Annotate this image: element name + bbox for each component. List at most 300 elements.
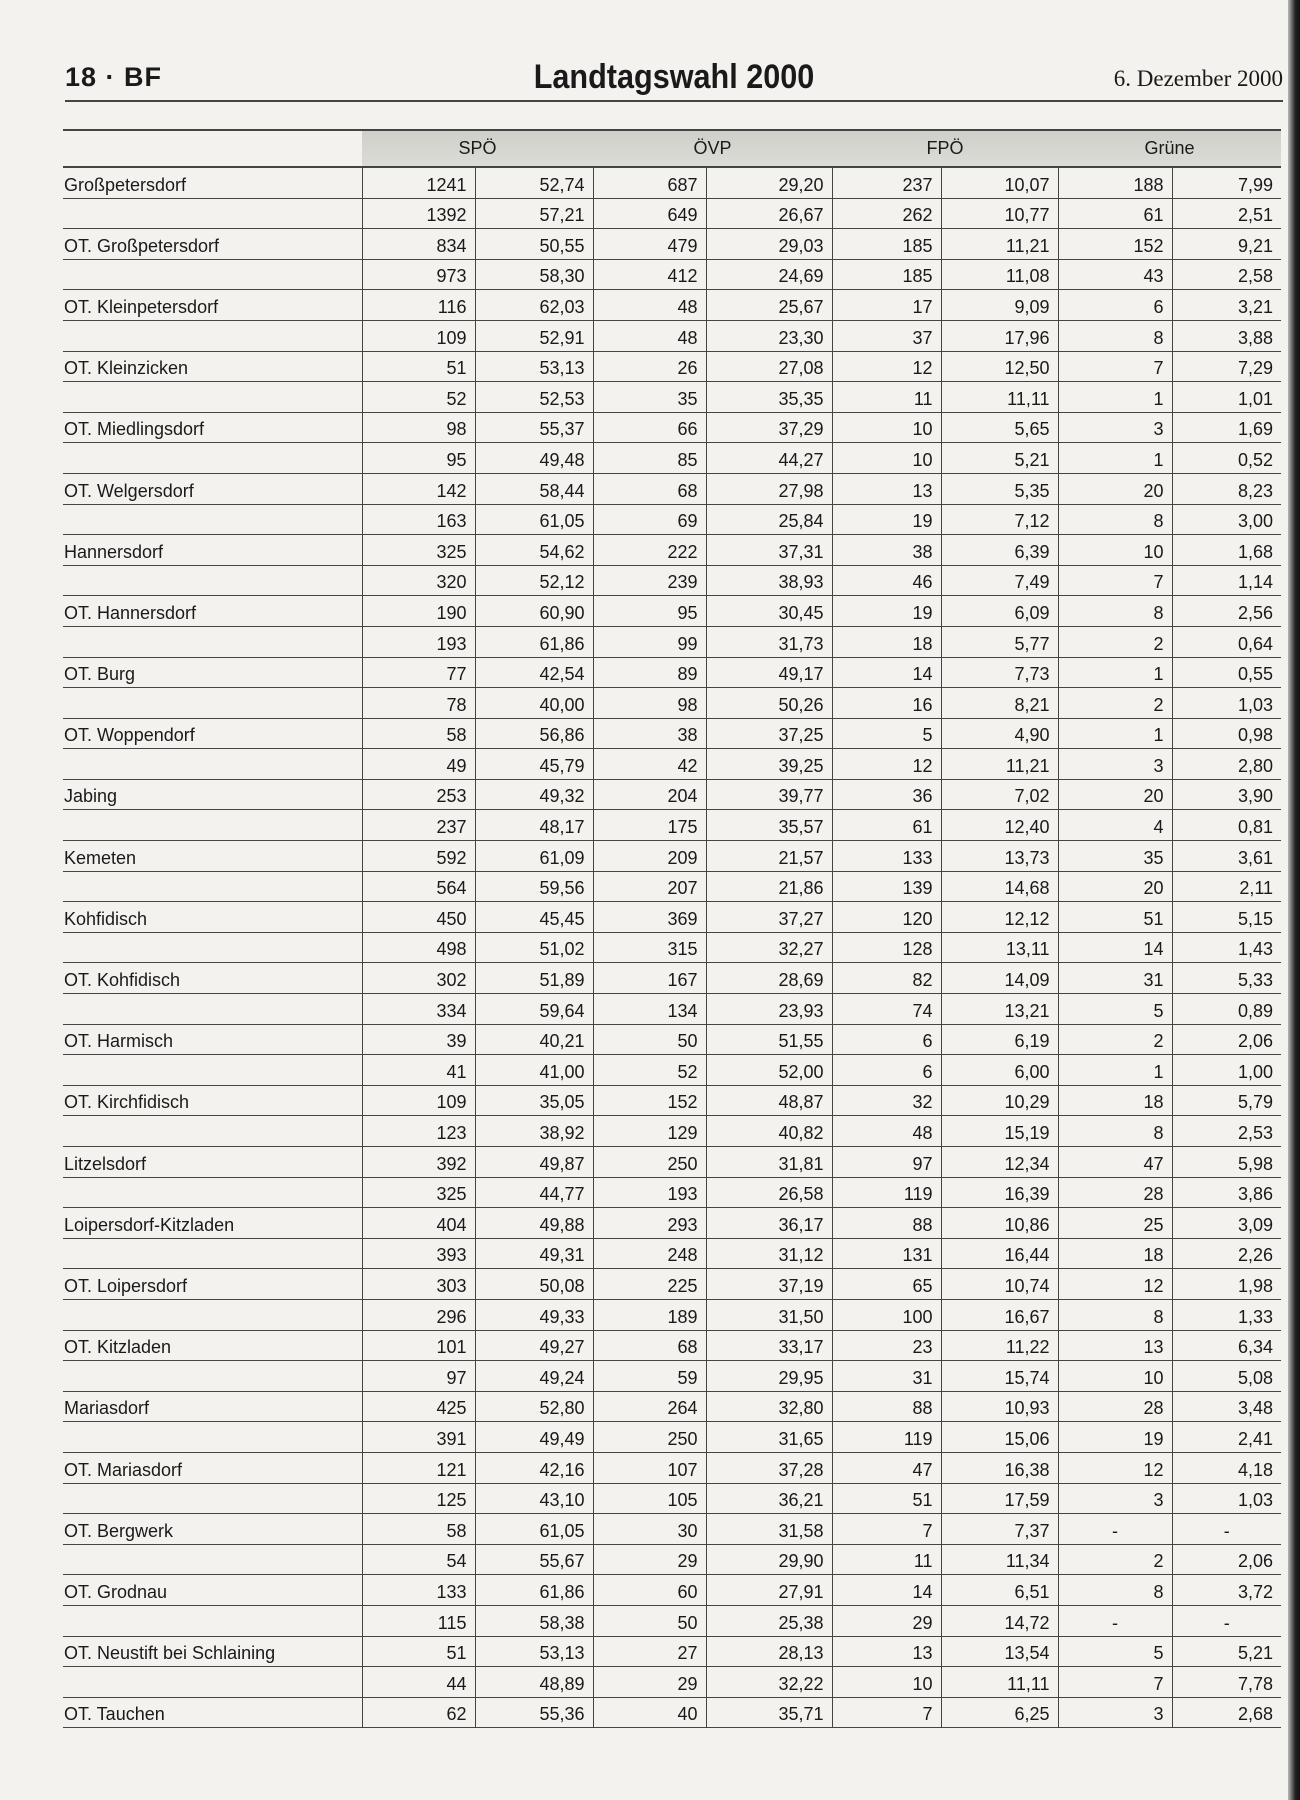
table-row: [63, 1391, 1281, 1422]
cell-gruene-percent: 2,06: [1172, 1544, 1281, 1575]
cell-fpoe-votes: 6: [832, 1024, 941, 1055]
cell-oevp-votes: 29: [593, 1667, 706, 1698]
cell-fpoe-percent: 16,67: [941, 1299, 1058, 1330]
cell-gruene-votes: 2: [1058, 688, 1172, 719]
table-row: [63, 1238, 1281, 1269]
page-header: [65, 58, 1283, 100]
cell-oevp-percent: 35,71: [706, 1697, 832, 1728]
cell-gruene-votes: 51: [1058, 902, 1172, 933]
cell-spoe-percent: 49,49: [475, 1422, 593, 1453]
cell-municipality: [63, 1422, 362, 1453]
cell-municipality: [63, 1667, 362, 1698]
cell-gruene-votes: 1: [1058, 443, 1172, 474]
cell-gruene-votes: 188: [1058, 167, 1172, 198]
cell-oevp-percent: 29,95: [706, 1361, 832, 1392]
cell-gruene-votes: 7: [1058, 351, 1172, 382]
cell-municipality: [63, 1605, 362, 1636]
cell-fpoe-votes: 31: [832, 1361, 941, 1392]
cell-fpoe-votes: 13: [832, 1636, 941, 1667]
cell-gruene-percent: 5,98: [1172, 1147, 1281, 1178]
cell-gruene-percent: 0,81: [1172, 810, 1281, 841]
cell-spoe-votes: 98: [362, 412, 475, 443]
cell-oevp-votes: 68: [593, 473, 706, 504]
table-row: [63, 1330, 1281, 1361]
cell-oevp-votes: 204: [593, 779, 706, 810]
cell-spoe-votes: 592: [362, 841, 475, 872]
cell-spoe-votes: 133: [362, 1575, 475, 1606]
cell-gruene-percent: 3,90: [1172, 779, 1281, 810]
cell-spoe-votes: 303: [362, 1269, 475, 1300]
cell-oevp-votes: 38: [593, 718, 706, 749]
cell-spoe-votes: 392: [362, 1147, 475, 1178]
cell-oevp-percent: 25,38: [706, 1605, 832, 1636]
cell-municipality: [63, 565, 362, 596]
cell-oevp-percent: 29,03: [706, 229, 832, 260]
cell-spoe-votes: 325: [362, 1177, 475, 1208]
cell-gruene-votes: 35: [1058, 841, 1172, 872]
cell-spoe-votes: 109: [362, 1085, 475, 1116]
cell-spoe-votes: 52: [362, 382, 475, 413]
cell-fpoe-votes: 46: [832, 565, 941, 596]
cell-fpoe-percent: 12,12: [941, 902, 1058, 933]
cell-spoe-percent: 59,56: [475, 871, 593, 902]
cell-fpoe-percent: 10,77: [941, 198, 1058, 229]
cell-fpoe-votes: 61: [832, 810, 941, 841]
cell-gruene-percent: 7,99: [1172, 167, 1281, 198]
cell-gruene-percent: 0,89: [1172, 994, 1281, 1025]
cell-fpoe-percent: 7,12: [941, 504, 1058, 535]
cell-fpoe-votes: 29: [832, 1605, 941, 1636]
cell-oevp-percent: 29,20: [706, 167, 832, 198]
party-header-spoe: SPÖ: [362, 130, 593, 167]
cell-municipality: Mariasdorf: [63, 1391, 362, 1422]
cell-spoe-percent: 61,86: [475, 626, 593, 657]
cell-municipality: Loipersdorf-Kitzladen: [63, 1208, 362, 1239]
cell-oevp-votes: 66: [593, 412, 706, 443]
cell-gruene-percent: 7,29: [1172, 351, 1281, 382]
cell-municipality: OT. Kohfidisch: [63, 963, 362, 994]
cell-oevp-percent: 32,80: [706, 1391, 832, 1422]
cell-oevp-percent: 52,00: [706, 1055, 832, 1086]
cell-fpoe-votes: 36: [832, 779, 941, 810]
table-row: [63, 810, 1281, 841]
cell-municipality: [63, 688, 362, 719]
cell-spoe-percent: 60,90: [475, 596, 593, 627]
cell-spoe-percent: 59,64: [475, 994, 593, 1025]
table-row: [63, 1116, 1281, 1147]
cell-gruene-votes: 8: [1058, 1116, 1172, 1147]
cell-oevp-votes: 225: [593, 1269, 706, 1300]
cell-fpoe-votes: 47: [832, 1452, 941, 1483]
cell-municipality: [63, 932, 362, 963]
table-row: [63, 1636, 1281, 1667]
cell-gruene-percent: -: [1172, 1605, 1281, 1636]
cell-oevp-votes: 129: [593, 1116, 706, 1147]
cell-fpoe-percent: 10,86: [941, 1208, 1058, 1239]
cell-gruene-percent: 5,79: [1172, 1085, 1281, 1116]
cell-municipality: [63, 626, 362, 657]
cell-gruene-percent: 3,88: [1172, 320, 1281, 351]
table-row: [63, 412, 1281, 443]
cell-oevp-percent: 31,81: [706, 1147, 832, 1178]
cell-gruene-votes: 4: [1058, 810, 1172, 841]
cell-spoe-votes: 498: [362, 932, 475, 963]
table-row: [63, 963, 1281, 994]
cell-spoe-percent: 40,00: [475, 688, 593, 719]
cell-fpoe-percent: 11,11: [941, 382, 1058, 413]
cell-oevp-percent: 27,08: [706, 351, 832, 382]
cell-gruene-votes: 31: [1058, 963, 1172, 994]
cell-spoe-percent: 56,86: [475, 718, 593, 749]
table-row: [63, 1697, 1281, 1728]
table-row: [63, 718, 1281, 749]
cell-fpoe-votes: 13: [832, 473, 941, 504]
cell-fpoe-votes: 262: [832, 198, 941, 229]
cell-municipality: Litzelsdorf: [63, 1147, 362, 1178]
cell-fpoe-votes: 65: [832, 1269, 941, 1300]
cell-gruene-percent: 0,52: [1172, 443, 1281, 474]
cell-spoe-votes: 325: [362, 535, 475, 566]
cell-spoe-votes: 95: [362, 443, 475, 474]
table-row: [63, 290, 1281, 321]
cell-spoe-percent: 45,79: [475, 749, 593, 780]
cell-spoe-percent: 40,21: [475, 1024, 593, 1055]
cell-fpoe-percent: 11,22: [941, 1330, 1058, 1361]
cell-gruene-percent: 5,33: [1172, 963, 1281, 994]
cell-oevp-votes: 85: [593, 443, 706, 474]
cell-oevp-votes: 69: [593, 504, 706, 535]
cell-spoe-percent: 49,27: [475, 1330, 593, 1361]
cell-gruene-votes: 8: [1058, 504, 1172, 535]
cell-spoe-votes: 58: [362, 718, 475, 749]
cell-fpoe-percent: 13,54: [941, 1636, 1058, 1667]
cell-oevp-votes: 479: [593, 229, 706, 260]
cell-fpoe-votes: 139: [832, 871, 941, 902]
cell-oevp-percent: 27,98: [706, 473, 832, 504]
cell-gruene-votes: 5: [1058, 1636, 1172, 1667]
cell-gruene-votes: 6: [1058, 290, 1172, 321]
cell-spoe-votes: 51: [362, 1636, 475, 1667]
cell-municipality: Kohfidisch: [63, 902, 362, 933]
table-row: [63, 320, 1281, 351]
cell-spoe-votes: 101: [362, 1330, 475, 1361]
cell-oevp-votes: 99: [593, 626, 706, 657]
table-row: [63, 565, 1281, 596]
cell-fpoe-votes: 185: [832, 259, 941, 290]
cell-fpoe-percent: 11,11: [941, 1667, 1058, 1698]
cell-spoe-votes: 44: [362, 1667, 475, 1698]
cell-oevp-percent: 37,28: [706, 1452, 832, 1483]
cell-spoe-votes: 121: [362, 1452, 475, 1483]
cell-gruene-votes: 12: [1058, 1269, 1172, 1300]
cell-fpoe-percent: 5,65: [941, 412, 1058, 443]
table-row: [63, 626, 1281, 657]
cell-gruene-votes: 1: [1058, 1055, 1172, 1086]
table-row: [63, 657, 1281, 688]
cell-fpoe-percent: 15,74: [941, 1361, 1058, 1392]
cell-oevp-votes: 293: [593, 1208, 706, 1239]
table-row: [63, 596, 1281, 627]
cell-spoe-votes: 391: [362, 1422, 475, 1453]
cell-municipality: OT. Hannersdorf: [63, 596, 362, 627]
cell-fpoe-votes: 14: [832, 657, 941, 688]
cell-spoe-votes: 404: [362, 1208, 475, 1239]
cell-gruene-votes: 152: [1058, 229, 1172, 260]
cell-spoe-percent: 55,37: [475, 412, 593, 443]
cell-municipality: [63, 1116, 362, 1147]
cell-oevp-percent: 31,65: [706, 1422, 832, 1453]
cell-gruene-votes: 3: [1058, 412, 1172, 443]
cell-municipality: [63, 1544, 362, 1575]
cell-spoe-percent: 52,53: [475, 382, 593, 413]
cell-spoe-votes: 58: [362, 1514, 475, 1545]
results-table: [63, 129, 1281, 1728]
cell-spoe-votes: 39: [362, 1024, 475, 1055]
cell-spoe-votes: 237: [362, 810, 475, 841]
cell-gruene-percent: 0,64: [1172, 626, 1281, 657]
table-row: [63, 1605, 1281, 1636]
cell-spoe-percent: 42,54: [475, 657, 593, 688]
cell-oevp-percent: 37,29: [706, 412, 832, 443]
cell-gruene-votes: 2: [1058, 1544, 1172, 1575]
cell-fpoe-percent: 17,96: [941, 320, 1058, 351]
cell-spoe-votes: 834: [362, 229, 475, 260]
cell-municipality: OT. Miedlingsdorf: [63, 412, 362, 443]
cell-oevp-votes: 239: [593, 565, 706, 596]
cell-municipality: [63, 871, 362, 902]
cell-gruene-votes: 12: [1058, 1452, 1172, 1483]
cell-fpoe-votes: 17: [832, 290, 941, 321]
cell-fpoe-votes: 10: [832, 412, 941, 443]
cell-oevp-votes: 189: [593, 1299, 706, 1330]
cell-gruene-percent: 3,72: [1172, 1575, 1281, 1606]
cell-gruene-percent: 1,03: [1172, 688, 1281, 719]
cell-spoe-percent: 62,03: [475, 290, 593, 321]
cell-fpoe-percent: 11,34: [941, 1544, 1058, 1575]
cell-oevp-percent: 31,58: [706, 1514, 832, 1545]
cell-fpoe-votes: 97: [832, 1147, 941, 1178]
cell-gruene-percent: 3,21: [1172, 290, 1281, 321]
cell-gruene-percent: 5,21: [1172, 1636, 1281, 1667]
cell-spoe-percent: 43,10: [475, 1483, 593, 1514]
cell-fpoe-percent: 6,00: [941, 1055, 1058, 1086]
table-row: [63, 1085, 1281, 1116]
cell-spoe-percent: 58,30: [475, 259, 593, 290]
cell-oevp-votes: 248: [593, 1238, 706, 1269]
cell-gruene-votes: 7: [1058, 565, 1172, 596]
cell-spoe-percent: 49,88: [475, 1208, 593, 1239]
cell-fpoe-votes: 100: [832, 1299, 941, 1330]
cell-municipality: Hannersdorf: [63, 535, 362, 566]
cell-fpoe-percent: 13,73: [941, 841, 1058, 872]
cell-oevp-votes: 649: [593, 198, 706, 229]
table-row: [63, 443, 1281, 474]
cell-oevp-votes: 315: [593, 932, 706, 963]
cell-fpoe-percent: 16,44: [941, 1238, 1058, 1269]
cell-oevp-percent: 35,57: [706, 810, 832, 841]
table-row: [63, 1299, 1281, 1330]
table-row: [63, 1452, 1281, 1483]
cell-oevp-votes: 48: [593, 320, 706, 351]
cell-spoe-percent: 58,44: [475, 473, 593, 504]
cell-gruene-votes: 1: [1058, 657, 1172, 688]
table-row: [63, 1483, 1281, 1514]
cell-fpoe-votes: 38: [832, 535, 941, 566]
cell-spoe-votes: 253: [362, 779, 475, 810]
cell-municipality: OT. Kitzladen: [63, 1330, 362, 1361]
cell-fpoe-percent: 12,50: [941, 351, 1058, 382]
cell-gruene-percent: 8,23: [1172, 473, 1281, 504]
cell-spoe-percent: 50,55: [475, 229, 593, 260]
cell-spoe-percent: 48,17: [475, 810, 593, 841]
cell-fpoe-votes: 11: [832, 1544, 941, 1575]
cell-oevp-percent: 25,84: [706, 504, 832, 535]
cell-gruene-votes: 7: [1058, 1667, 1172, 1698]
cell-spoe-votes: 77: [362, 657, 475, 688]
page-edge-shadow: [1288, 0, 1300, 1800]
cell-spoe-percent: 54,62: [475, 535, 593, 566]
cell-spoe-percent: 35,05: [475, 1085, 593, 1116]
cell-oevp-votes: 98: [593, 688, 706, 719]
cell-oevp-votes: 50: [593, 1024, 706, 1055]
cell-municipality: Jabing: [63, 779, 362, 810]
cell-oevp-percent: 25,67: [706, 290, 832, 321]
cell-municipality: OT. Kirchfidisch: [63, 1085, 362, 1116]
cell-oevp-votes: 30: [593, 1514, 706, 1545]
cell-fpoe-votes: 120: [832, 902, 941, 933]
cell-oevp-percent: 31,12: [706, 1238, 832, 1269]
cell-gruene-votes: 3: [1058, 1697, 1172, 1728]
cell-municipality: [63, 1299, 362, 1330]
header-rule: [65, 100, 1283, 102]
cell-gruene-percent: 2,68: [1172, 1697, 1281, 1728]
cell-fpoe-percent: 16,38: [941, 1452, 1058, 1483]
cell-gruene-votes: 8: [1058, 320, 1172, 351]
cell-oevp-votes: 26: [593, 351, 706, 382]
cell-gruene-votes: -: [1058, 1605, 1172, 1636]
cell-fpoe-votes: 7: [832, 1514, 941, 1545]
cell-fpoe-votes: 23: [832, 1330, 941, 1361]
table-row: [63, 382, 1281, 413]
table-row: [63, 229, 1281, 260]
table-row: [63, 688, 1281, 719]
cell-gruene-percent: 0,55: [1172, 657, 1281, 688]
cell-gruene-percent: 2,41: [1172, 1422, 1281, 1453]
cell-spoe-votes: 51: [362, 351, 475, 382]
cell-oevp-votes: 59: [593, 1361, 706, 1392]
cell-gruene-votes: 19: [1058, 1422, 1172, 1453]
cell-oevp-percent: 38,93: [706, 565, 832, 596]
cell-spoe-votes: 1392: [362, 198, 475, 229]
cell-fpoe-votes: 48: [832, 1116, 941, 1147]
cell-fpoe-percent: 6,25: [941, 1697, 1058, 1728]
table-row: [63, 167, 1281, 198]
cell-gruene-votes: 10: [1058, 535, 1172, 566]
cell-spoe-percent: 51,02: [475, 932, 593, 963]
cell-spoe-percent: 45,45: [475, 902, 593, 933]
cell-gruene-percent: 1,01: [1172, 382, 1281, 413]
cell-oevp-votes: 152: [593, 1085, 706, 1116]
cell-spoe-votes: 41: [362, 1055, 475, 1086]
cell-spoe-votes: 393: [362, 1238, 475, 1269]
cell-oevp-percent: 29,90: [706, 1544, 832, 1575]
cell-spoe-percent: 41,00: [475, 1055, 593, 1086]
cell-spoe-votes: 302: [362, 963, 475, 994]
cell-oevp-votes: 42: [593, 749, 706, 780]
cell-spoe-percent: 58,38: [475, 1605, 593, 1636]
cell-fpoe-votes: 119: [832, 1177, 941, 1208]
cell-fpoe-percent: 11,21: [941, 749, 1058, 780]
cell-spoe-votes: 115: [362, 1605, 475, 1636]
cell-fpoe-percent: 4,90: [941, 718, 1058, 749]
cell-gruene-percent: 1,14: [1172, 565, 1281, 596]
cell-gruene-percent: -: [1172, 1514, 1281, 1545]
cell-gruene-percent: 5,15: [1172, 902, 1281, 933]
cell-oevp-percent: 36,17: [706, 1208, 832, 1239]
cell-spoe-percent: 48,89: [475, 1667, 593, 1698]
cell-spoe-percent: 49,32: [475, 779, 593, 810]
cell-spoe-percent: 55,67: [475, 1544, 593, 1575]
cell-spoe-votes: 296: [362, 1299, 475, 1330]
cell-oevp-votes: 107: [593, 1452, 706, 1483]
cell-oevp-votes: 222: [593, 535, 706, 566]
cell-municipality: [63, 810, 362, 841]
cell-gruene-percent: 3,86: [1172, 1177, 1281, 1208]
cell-oevp-percent: 23,93: [706, 994, 832, 1025]
cell-oevp-votes: 29: [593, 1544, 706, 1575]
cell-gruene-percent: 3,00: [1172, 504, 1281, 535]
cell-fpoe-votes: 131: [832, 1238, 941, 1269]
cell-gruene-percent: 1,00: [1172, 1055, 1281, 1086]
cell-municipality: OT. Grodnau: [63, 1575, 362, 1606]
cell-spoe-votes: 109: [362, 320, 475, 351]
cell-municipality: Großpetersdorf: [63, 167, 362, 198]
cell-municipality: OT. Tauchen: [63, 1697, 362, 1728]
cell-fpoe-percent: 16,39: [941, 1177, 1058, 1208]
table-row: [63, 902, 1281, 933]
cell-gruene-percent: 2,58: [1172, 259, 1281, 290]
cell-fpoe-votes: 14: [832, 1575, 941, 1606]
cell-spoe-percent: 53,13: [475, 351, 593, 382]
cell-gruene-percent: 1,33: [1172, 1299, 1281, 1330]
cell-oevp-votes: 207: [593, 871, 706, 902]
cell-gruene-votes: 1: [1058, 382, 1172, 413]
cell-oevp-votes: 27: [593, 1636, 706, 1667]
cell-fpoe-votes: 10: [832, 1667, 941, 1698]
cell-gruene-percent: 3,09: [1172, 1208, 1281, 1239]
table-row: [63, 473, 1281, 504]
cell-oevp-votes: 412: [593, 259, 706, 290]
cell-oevp-percent: 44,27: [706, 443, 832, 474]
table-row: [63, 504, 1281, 535]
cell-oevp-percent: 37,19: [706, 1269, 832, 1300]
cell-fpoe-votes: 133: [832, 841, 941, 872]
cell-gruene-percent: 6,34: [1172, 1330, 1281, 1361]
cell-oevp-percent: 40,82: [706, 1116, 832, 1147]
cell-spoe-percent: 50,08: [475, 1269, 593, 1300]
cell-oevp-percent: 26,58: [706, 1177, 832, 1208]
cell-gruene-percent: 2,11: [1172, 871, 1281, 902]
cell-spoe-percent: 53,13: [475, 1636, 593, 1667]
table-row: [63, 351, 1281, 382]
cell-oevp-percent: 37,27: [706, 902, 832, 933]
cell-oevp-votes: 50: [593, 1605, 706, 1636]
cell-spoe-votes: 49: [362, 749, 475, 780]
cell-fpoe-percent: 15,06: [941, 1422, 1058, 1453]
cell-spoe-votes: 193: [362, 626, 475, 657]
page-number: 18 · BF: [65, 62, 163, 92]
cell-municipality: OT. Großpetersdorf: [63, 229, 362, 260]
